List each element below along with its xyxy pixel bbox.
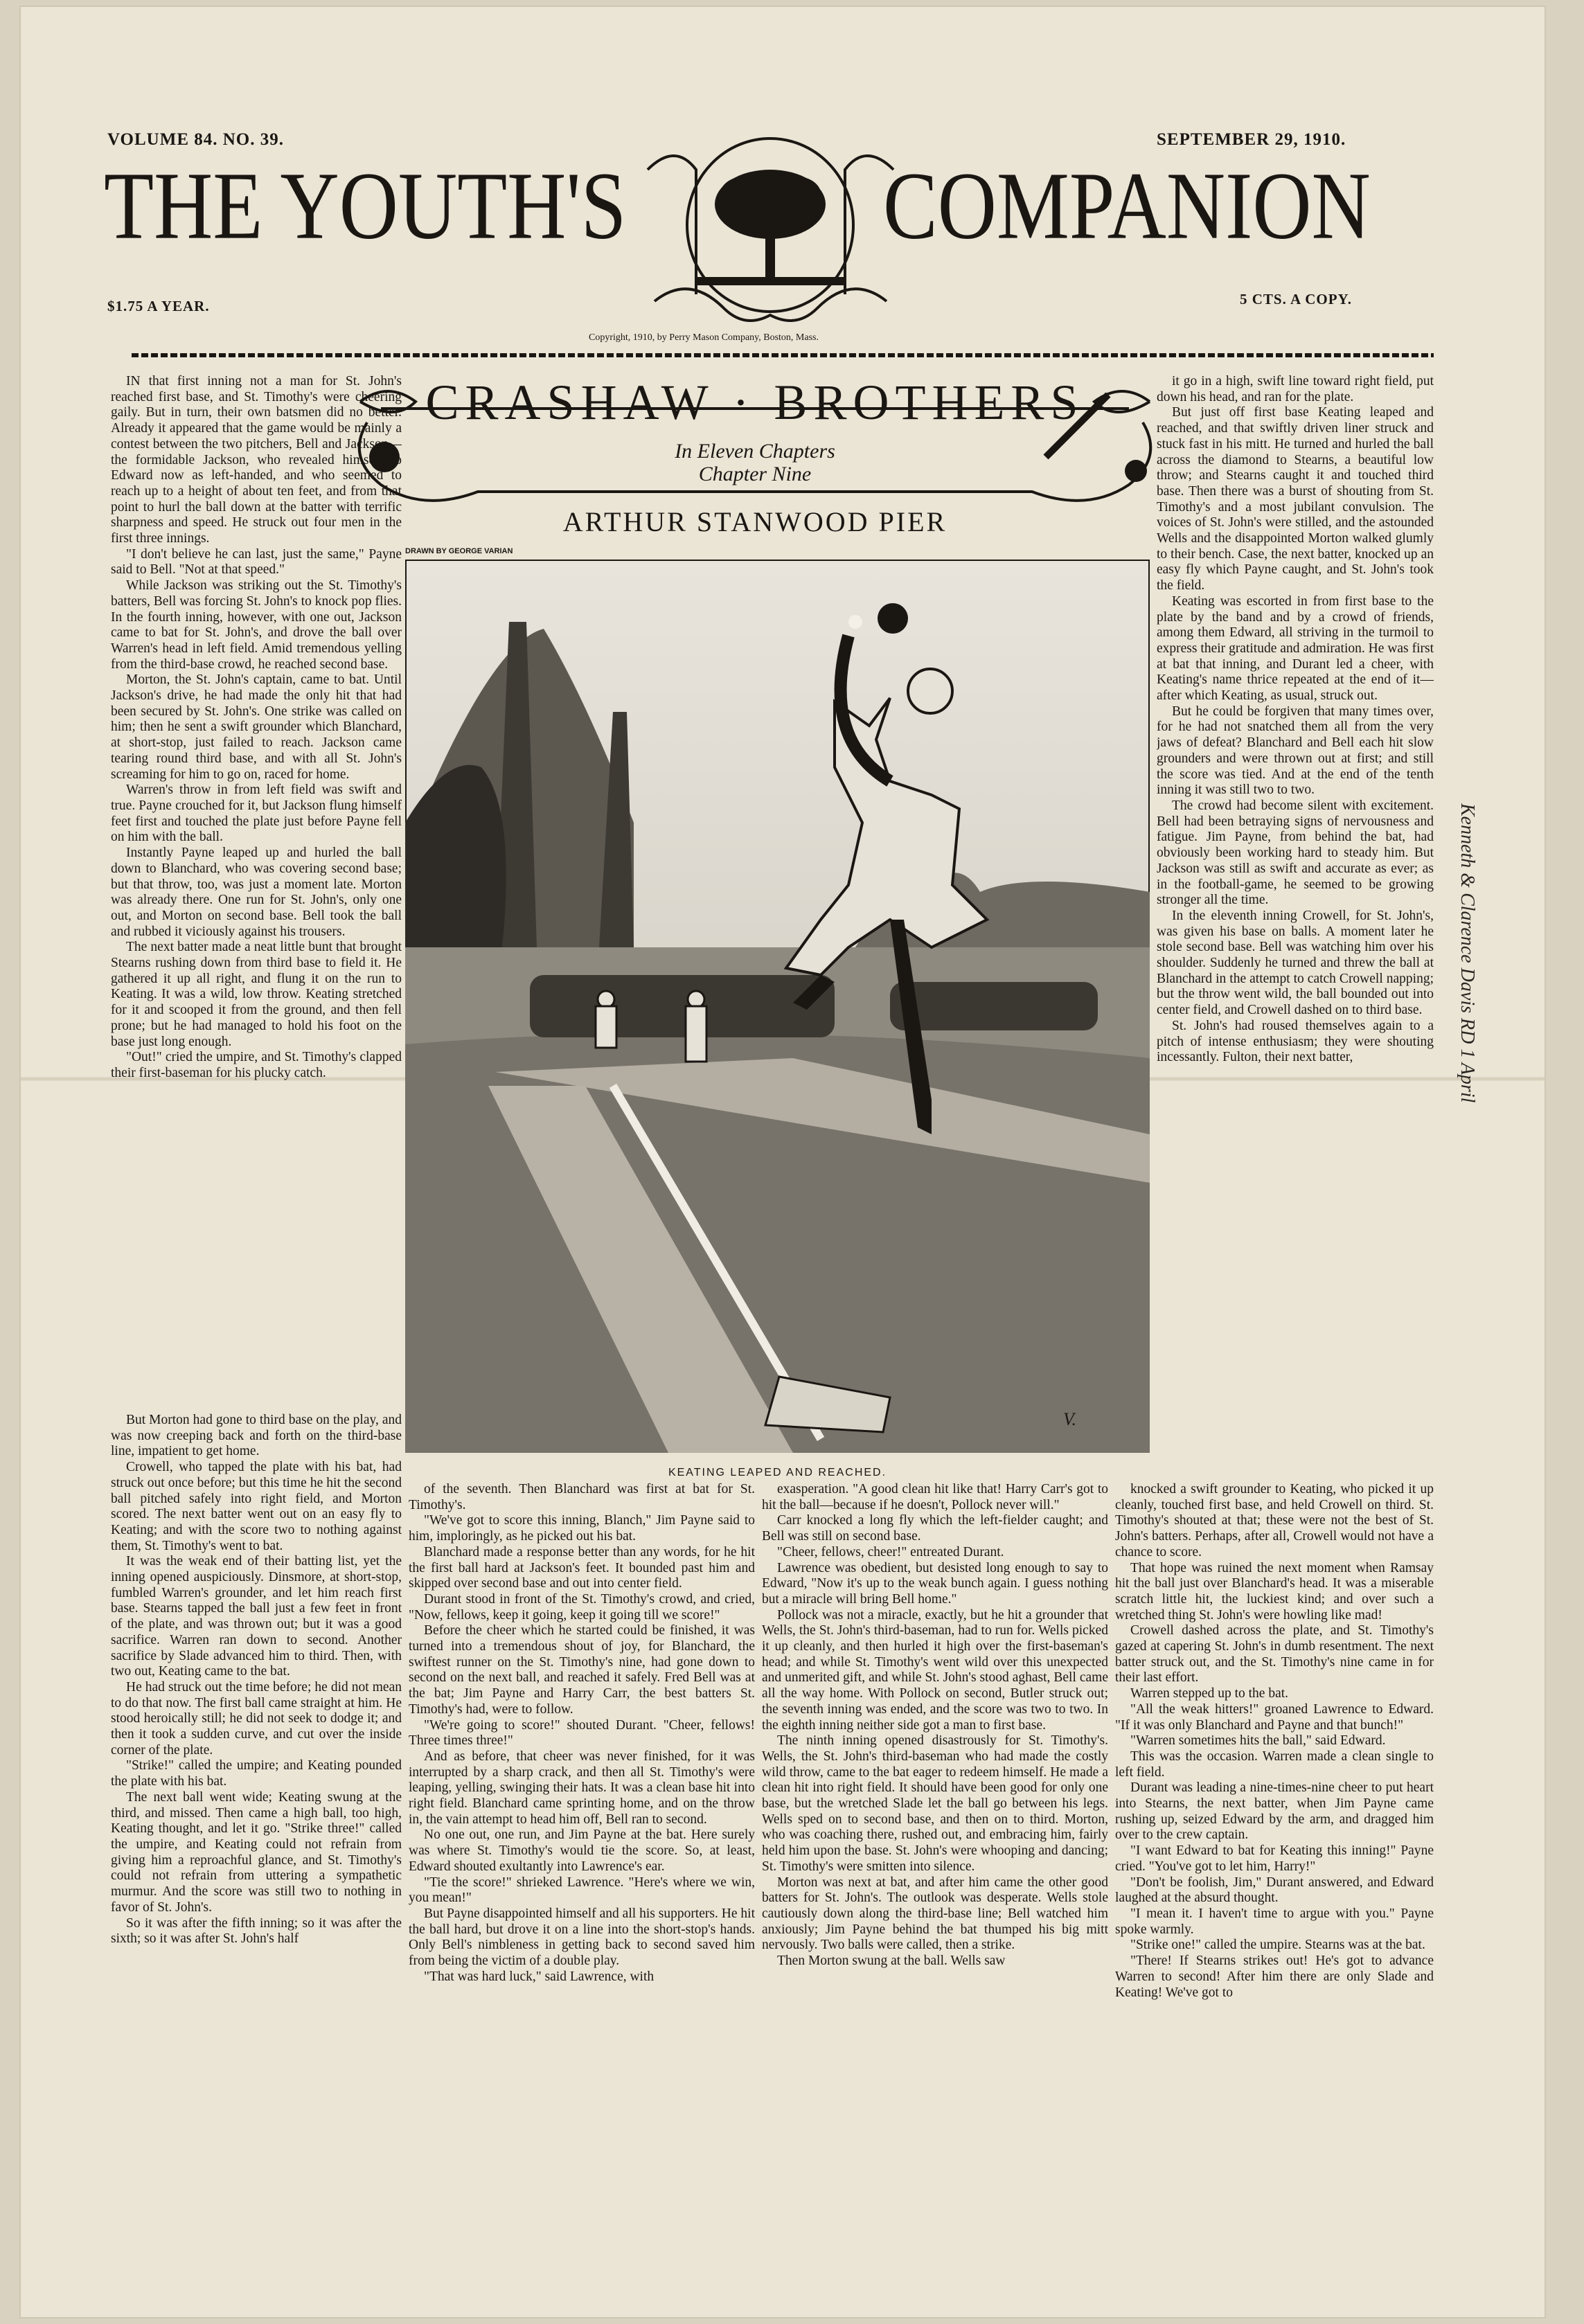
paragraph: "Out!" cried the umpire, and St. Timothy's clapped their first-baseman for his plucky catch. (111, 1050, 402, 1080)
paragraph: Crowell dashed across the plate, and St. Timothy's gazed at capering St. John's in dumb resentment. The next batter struck out, and the St. Timothy's nine came in for their last effort. (1115, 1623, 1434, 1686)
paragraph: exasperation. "A good clean hit like that! Harry Carr's got to hit the ball—because if he doesn't, Pollock never will." (762, 1482, 1108, 1512)
handwritten-note (1448, 803, 1489, 1191)
baseball-illustration (405, 560, 1150, 1453)
column-4-bottom (1115, 1482, 1434, 2306)
column-1-bottom (111, 1413, 402, 2306)
illustration-credit: DRAWN BY GEORGE VARIAN (405, 547, 513, 555)
story-title-block (339, 374, 1171, 540)
paragraph: Keating was escorted in from first base to the plate by the band and by a crowd of friends, among them Edward, all striving in the turmoil to express their gratitude and admiration. He was first at bat that inning, and Durant led a cheer, with Keating's name thrice repeated at the end of it—after which Keating, as usual, struck out. (1157, 593, 1434, 704)
paragraph: Crowell, who tapped the plate with his bat, had struck out once before; but this time he hit the second ball pitched safely into right field, and Morton scored. The next batter went out on an easy fly to Keating; and with the score two to nothing against them, St. Timothy's went to bat. (111, 1460, 402, 1553)
paragraph: "Warren sometimes hits the ball," said Edward. (1130, 1733, 1386, 1749)
copyright-line: Copyright, 1910, by Perry Mason Company, Boston, Mass. (589, 332, 819, 343)
paragraph: Before the cheer which he started could be finished, it was turned into a tremendous shout of joy, for Blanchard, the swiftest runner on the St. Timothy's nine, had gone down to second on the next ball, and reached it safely. Fred Bell was at the bat; Jim Payne and Harry Carr, the best batters St. Timothy's had, were to follow. (409, 1623, 755, 1717)
paragraph: This was the occasion. Warren made a clean single to left field. (1115, 1749, 1434, 1780)
paragraph: No one out, one run, and Jim Payne at the bat. Here surely was where St. Timothy's would tie the score. So, at least, Edward shouted exultantly into Lawrence's ear. (409, 1827, 755, 1874)
paragraph: In the eleventh inning Crowell, for St. John's, was given his base on balls. A moment later he stole second base. Bell was watching him over his shoulder. Suddenly he turned and threw the ball at Blanchard in the attempt to catch Crowell napping; but the throw went wild, the ball bounded out into center field, and Crowell dashed on to third base. (1157, 908, 1434, 1018)
paragraph: "Strike one!" called the umpire. Stearns was at the bat. (1130, 1938, 1425, 1953)
paragraph: "I want Edward to bat for Keating this inning!" Payne cried. "You've got to let him, Harry!" (1115, 1843, 1434, 1874)
paragraph: The ninth inning opened disastrously for St. Timothy's. Wells, the St. John's third-baseman who had made the costly wild throw, came to the bat eager to redeem himself. He made a clean hit into right field. It should have been good for only one base, but the wretched Slade let the ball go between his legs. Wells sped on to second base, and then on to third. Morton, who was coaching there, rushed out, and embracing him, fairly held him upon the base. St. John's were whooping and dancing; St. Timothy's were smitten into silence. (762, 1733, 1108, 1874)
paragraph: Carr knocked a long fly which the left-fielder caught; and Bell was still on second base. (762, 1513, 1108, 1544)
masthead-emblem (634, 128, 907, 336)
masthead-right: COMPANION (883, 152, 1371, 260)
paragraph: But he could be forgiven that many times over, for he had not snatched them all from the very jaws of defeat? Blanchard and Bell each hit slow grounders and were thrown out at first; and still the score was tied. And at the end of the tenth inning it was still two to two. (1157, 704, 1434, 798)
paragraph: But just off first base Keating leaped and reached, and that swiftly driven liner struck and stuck fast in his mitt. He turned and hurled the ball across the diamond to Stearns, a beautiful low throw; and Stearns caught it and touched third base. Then there was a burst of shouting from St. Timothy's and a most jubilant convulsion. The voices of St. John's were stilled, and the astounded Wells and the disappointed Morton walked glumly to their bench. Case, the next batter, knocked up an easy fly which Payne caught, and St. John's took the field. (1157, 405, 1434, 593)
paragraph: So it was after the fifth inning; so it was after the sixth; so it was after St. John's half (111, 1915, 402, 1947)
paragraph: Morton, the St. John's captain, came to bat. Until Jackson's drive, he had made the only hit that had been secured by St. John's. One strike was called on him; then he sent a swift grounder which Blanchard, at short-stop, just failed to reach. Jackson came tearing round third base, and with all St. John's screaming for him to go on, raced for home. (111, 672, 402, 782)
paragraph: "Tie the score!" shrieked Lawrence. "Here's where we win, you mean!" (409, 1875, 755, 1906)
paragraph: Then Morton swung at the ball. Wells saw (777, 1954, 1006, 1969)
paragraph: Warren's throw in from left field was swift and true. Payne crouched for it, but Jackson flung himself feet first and touched the plate just before Payne fell on him with the ball. (111, 783, 402, 845)
paragraph: "There! If Stearns strikes out! He's got to advance Warren to second! After him there are only Slade and Keating! We've got to (1115, 1954, 1434, 2000)
paragraph: It was the weak end of their batting list, yet the inning opened auspiciously. Dinsmore, at short-stop, fumbled Warren's grounder, and let him reach first base. Stearns tapped the ball just a few feet in front of the plate, and was thrown out; but it was a good sacrifice. Warren ran down to second. Another sacrifice by Slade advanced him to third. Then, with two out, Keating came to the bat. (111, 1554, 402, 1679)
masthead-left: THE YOUTH'S (104, 152, 627, 260)
column-4-top (1157, 374, 1434, 1468)
paragraph: St. John's had roused themselves again to a pitch of intense enthusiasm; they were shouting incessantly. Fulton, their next batter, (1157, 1018, 1434, 1065)
volume-number: VOLUME 84. NO. 39. (107, 130, 284, 149)
paragraph: The next batter made a neat little bunt that brought Stearns rushing down from third base to field it. He gathered it up all right, and flung it on the run to Keating. It was a wild, low throw. Keating stretched for it and scooped it from the ground, and then fell prone; but he had managed to hold his foot on the base just long enough. (111, 940, 402, 1049)
paragraph: "I don't believe he can last, just the same," Payne said to Bell. "Not at that speed." (111, 546, 402, 578)
paragraph: Durant was leading a nine-times-nine cheer to put heart into Stearns, the next batter, when Jim Payne came rushing up, seized Edward by the arm, and dragged him over to the crew captain. (1115, 1780, 1434, 1843)
paragraph: Durant stood in front of the St. Timothy's crowd, and cried, "Now, fellows, keep it going, keep it going till we score!" (409, 1591, 755, 1623)
paragraph: "Cheer, fellows, cheer!" entreated Durant. (777, 1544, 1004, 1559)
paragraph: "All the weak hitters!" groaned Lawrence to Edward. "If it was only Blanchard and Payne and that bunch!" (1115, 1701, 1434, 1733)
paragraph: of the seventh. Then Blanchard was first at bat for St. Timothy's. (409, 1482, 755, 1512)
story-subtitle-2: Chapter Nine (698, 463, 812, 485)
paragraph: That hope was ruined the next moment when Ramsay hit the ball just over Blanchard's head. It was a miserable scratch little hit, the luckiest kind; and over such a wretched thing St. John's were howling like mad! (1115, 1560, 1434, 1623)
issue-date: SEPTEMBER 29, 1910. (1157, 130, 1346, 149)
story-author: ARTHUR STANWOOD PIER (562, 506, 947, 537)
paragraph: He had struck out the time before; he did not mean to do that now. The first ball came straight at him. He stood heroically still; he did not seek to dodge it; and then it took a sudden curve, and cut over the inside corner of the plate. (111, 1679, 402, 1758)
story-subtitle-1: In Eleven Chapters (675, 440, 835, 463)
paragraph: knocked a swift grounder to Keating, who picked it up cleanly, touched first base, and held Crowell on third. St. Timothy's shouted at that; these were not the best of St. John's batters. Perhaps, after all, Crowell would not have a chance to score. (1115, 1482, 1434, 1559)
column-1-top (111, 374, 402, 1409)
paragraph: Morton was next at bat, and after him came the other good batters for St. John's. The outlook was desperate. Wells stole cautiously down along the third-base line; Bell watched him anxiously; Jim Payne behind the bat thumped his big mitt nervously. Two balls were called, then a strike. (762, 1875, 1108, 1953)
paragraph: "We're going to score!" shouted Durant. "Cheer, fellows! Three times three!" (409, 1717, 755, 1749)
story-title: CRASHAW · BROTHERS (425, 375, 1085, 430)
paragraph: Pollock was not a miracle, exactly, but he hit a grounder that Wells, the St. John's third-baseman, had to run for. Wells picked it up cleanly, and then hurled it high over the first-baseman's head; and while St. Timothy's went wild over this unexpected and unmerited gift, and while St. John's stood aghast, Bell came all the way home. With Pollock on second, Butler struck out; the seventh inning was ended, and the score was two to two. In the eighth inning neither side got a man to first base. (762, 1607, 1108, 1733)
column-2 (409, 1482, 755, 2306)
paragraph: But Payne disappointed himself and all his supporters. He hit the ball hard, but drove it on a line into the short-stop's hands. Only Bell's nimbleness in getting back to second saved him from being the victim of a double play. (409, 1906, 755, 1969)
paragraph: Blanchard made a response better than any words, for he hit the first ball hard at Jackson's feet. It bounded past him and skipped over second base and out into center field. (409, 1544, 755, 1591)
handwritten-note-text: Kenneth & Clarence Davis RD 1 April (1457, 803, 1478, 1103)
paragraph: "Strike!" called the umpire; and Keating pounded the plate with his bat. (111, 1758, 402, 1789)
paragraph: While Jackson was striking out the St. Timothy's batters, Bell was forcing St. John's to knock pop flies. In the fourth inning, however, with one out, Jackson came to bat for St. John's, and drove the ball over Warren's head in left field. Amid tremendous yelling from the third-base crowd, he reached second base. (111, 578, 402, 672)
paragraph: "Don't be foolish, Jim," Durant answered, and Edward laughed at the absurd thought. (1115, 1875, 1434, 1906)
svg-text:V.: V. (1063, 1409, 1077, 1429)
paragraph: "I mean it. I haven't time to argue with you." Payne spoke warmly. (1115, 1906, 1434, 1937)
paragraph: And as before, that cheer was never finished, for it was interrupted by a sharp crack, and then all St. Timothy's were leaping, yelling, swinging their hats. It was a clean base hit into right field. Blanchard came sprinting home, and on the throw in, the vain attempt to head him off, Bell ran to second. (409, 1749, 755, 1827)
newspaper-page (21, 7, 1545, 2317)
paragraph: The crowd had become silent with excitement. Bell had been betraying signs of nervousness and fatigue. Jim Payne, from behind the bat, had obviously been working hard to steady him. But Jackson was still as swift and accurate as ever; as in the football-game, he seemed to be growing stronger all the time. (1157, 798, 1434, 908)
paragraph: IN that first inning not a man for St. John's reached first base, and St. Timothy's were cheering gaily. But in turn, their own batsmen did no better. Already it appeared that the game would be mainly a contest between the two pitchers, Bell and Jackson—the formidable Jackson, who revealed himself to Edward now as left-handed, and who seemed to reach up to a height of about ten feet, and from that point to hurl the ball down at the batter with terrific sharpness and speed. He struck out four men in the first three innings. (111, 374, 402, 546)
paragraph: But Morton had gone to third base on the play, and was now creeping back and forth on the third-base line, impatient to get home. (111, 1413, 402, 1459)
illustration-caption: KEATING LEAPED AND REACHED. (668, 1467, 887, 1478)
header-rule (132, 353, 1434, 357)
paragraph: "That was hard luck," said Lawrence, with (424, 1969, 655, 1984)
paragraph: it go in a high, swift line toward right field, put down his head, and ran for the plate. (1157, 374, 1434, 404)
paragraph: "We've got to score this inning, Blanch," Jim Payne said to him, imploringly, as he picked out his bat. (409, 1513, 755, 1544)
price-copy: 5 CTS. A COPY. (1240, 291, 1353, 307)
paragraph: Warren stepped up to the bat. (1130, 1686, 1289, 1701)
paragraph: Lawrence was obedient, but desisted long enough to say to Edward, "Now it's up to the weak bunch again. I guess nothing but a miracle will bring Bell home." (762, 1560, 1108, 1607)
price-year: $1.75 A YEAR. (107, 298, 210, 314)
column-3 (762, 1482, 1108, 2306)
paragraph: The next ball went wide; Keating swung at the third, and missed. Then came a high ball, too high, Keating thought, and let it go. "Strike three!" called the umpire, and Keating could not refrain from giving him a reproachful glance, and St. Timothy's could not refrain from uttering a sympathetic murmur. And the score was still two to nothing in favor of St. John's. (111, 1789, 402, 1915)
paragraph: Instantly Payne leaped up and hurled the ball down to Blanchard, who was covering second base; but that throw, too, was just a moment late. Morton was already there. One run for St. John's, only one out, and Morton on second base. Bell took the ball and rubbed it viciously against his trousers. (111, 846, 402, 939)
